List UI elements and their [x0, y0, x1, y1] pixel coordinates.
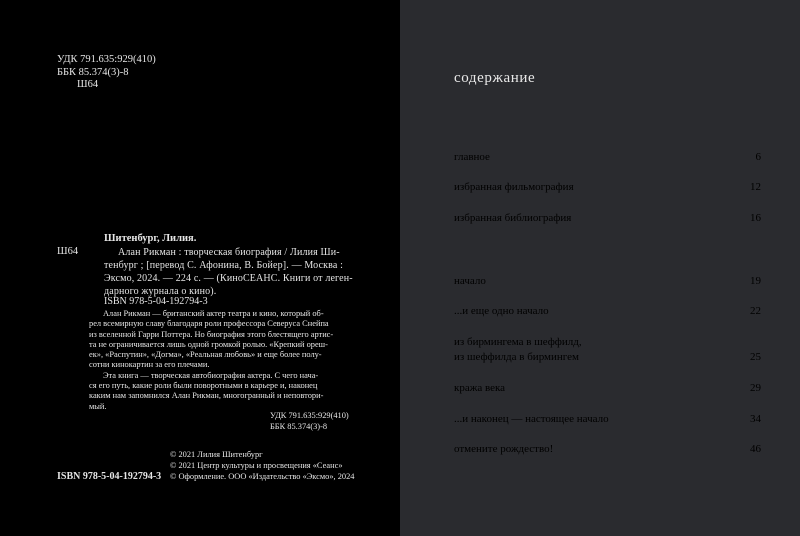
annotation-line: сотни кинокартин за его плечами.: [89, 360, 210, 370]
toc-entry[interactable]: [454, 274, 761, 289]
annotation-line: каким нам запомнился Алан Рикман, многогранный и неповтори-: [89, 391, 324, 401]
udk-code: УДК 791.635:929(410): [57, 54, 156, 65]
toc-entry-page: 12: [750, 181, 761, 193]
annotation-line: Алан Рикман — британский актер театра и кино, который об-: [103, 309, 324, 318]
annotation-line: ек», «Распутин», «Догма», «Реальная любовь» и еще более полу-: [89, 350, 322, 360]
toc-entry-title-continued: из шеффилда в бирмингем: [454, 351, 579, 363]
toc-entry-page: 46: [750, 443, 761, 455]
copyright-notice: [170, 449, 354, 482]
toc-entry-title: из бирмингема в шеффилд,: [454, 336, 582, 348]
toc-entry-page: 29: [750, 382, 761, 394]
toc-entry-title: ...и еще одно начало: [454, 305, 549, 317]
catalog-line: дарного журнала о кино).: [104, 286, 217, 297]
toc-entry[interactable]: [454, 442, 761, 457]
annotation-line: из вселенной Гарри Поттера. Но биография этого блестящего артис-: [89, 329, 334, 339]
toc-entry[interactable]: [454, 180, 761, 195]
bbk-code: ББК 85.374(3)-8: [270, 422, 328, 431]
copyright-line: © 2021 Центр культуры и просвещения «Сеанс»: [170, 461, 343, 470]
toc-entry-title: главное: [454, 151, 490, 163]
toc-entry[interactable]: [454, 304, 761, 319]
author-name: Шитенбург, Лилия.: [104, 233, 197, 244]
toc-entry[interactable]: [454, 381, 761, 396]
toc-entry[interactable]: [454, 335, 761, 365]
toc-entry-page: 6: [755, 151, 761, 163]
copyright-line: © 2021 Лилия Шитенбург: [170, 450, 263, 459]
catalog-line: Алан Рикман : творческая биография / Лилия Ши-: [118, 247, 340, 258]
author-mark: Ш64: [77, 79, 99, 90]
toc-entry-title: избранная фильмография: [454, 181, 574, 193]
toc-entry-title: отмените рождество!: [454, 443, 554, 455]
author-mark-side: Ш64: [57, 246, 79, 257]
toc-entry-page: 25: [750, 351, 761, 363]
annotation-line: та не ограничивается лишь одной громкой ролью. «Крепкий ореш-: [89, 339, 328, 349]
toc-title: содержание: [454, 70, 536, 86]
annotation-line: Эта книга — творческая автобиография актера. С чего нача-: [103, 370, 319, 380]
bbk-code: ББК 85.374(3)-8: [57, 66, 129, 78]
toc-entry-title: кража века: [454, 382, 506, 394]
copyright-line: © Оформление. ООО «Издательство «Эксмо», 2024: [170, 472, 355, 481]
annotation: [89, 309, 351, 412]
toc-entry-title: ...и наконец — настоящее начало: [454, 413, 609, 425]
toc-entry[interactable]: [454, 211, 761, 226]
annotation-line: мый.: [89, 401, 107, 411]
toc-entry-page: 34: [750, 413, 761, 425]
catalog-record: [104, 246, 353, 298]
toc-entry-page: 22: [750, 305, 761, 317]
catalog-line: тенбург ; [перевод С. Афонина, В. Бойер]. — Москва :: [104, 260, 344, 271]
toc-entry[interactable]: [454, 412, 761, 427]
toc-entry-page: 19: [750, 275, 761, 287]
toc-entry-title: начало: [454, 275, 486, 287]
toc-entry-title: избранная библиография: [454, 212, 572, 224]
isbn-line: ISBN 978-5-04-192794-3: [104, 296, 208, 307]
library-codes: [57, 54, 156, 92]
toc-entry-page: 16: [750, 212, 761, 224]
isbn-bottom: ISBN 978-5-04-192794-3: [57, 471, 162, 482]
annotation-line: ся его путь, какие роли были поворотными в карьере и, наконец: [89, 381, 318, 391]
classification-codes: [270, 410, 349, 432]
catalog-line: Эксмо, 2024. — 224 с. — (КиноСЕАНС. Книги от леген-: [104, 273, 353, 284]
annotation-line: рел всемирную славу благодаря роли профессора Северуса Снейпа: [89, 319, 329, 329]
toc-entry[interactable]: [454, 150, 761, 165]
udk-code: УДК 791.635:929(410): [270, 411, 349, 420]
